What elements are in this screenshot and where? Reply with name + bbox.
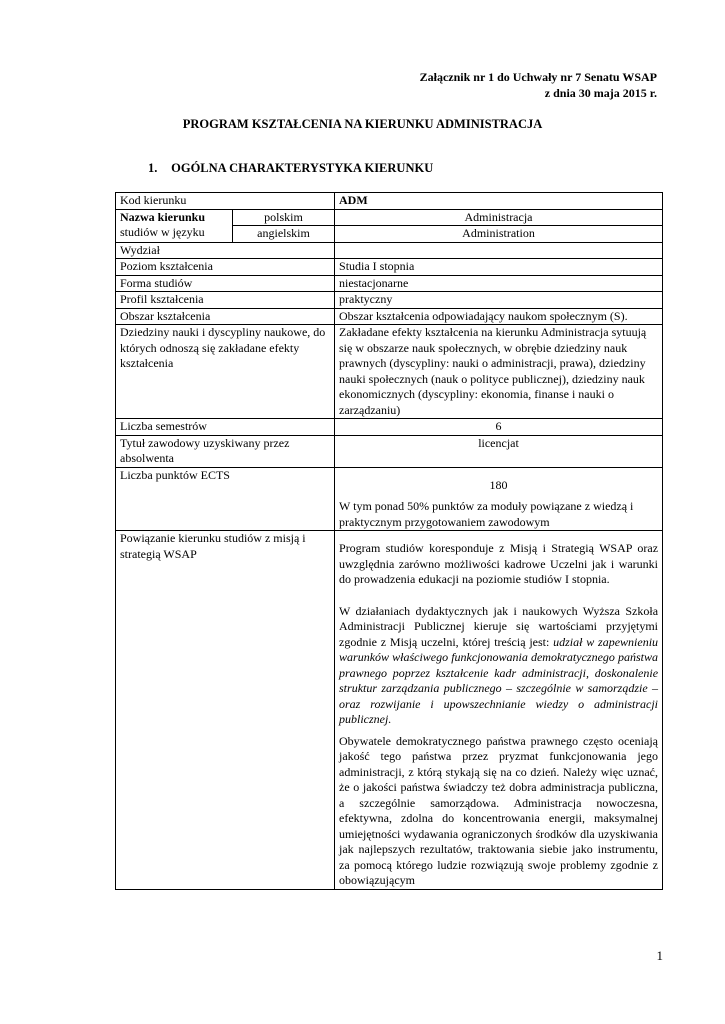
table-row: [116, 308, 663, 325]
table-row: [116, 467, 663, 531]
section-heading: [148, 161, 433, 176]
row-value: [335, 531, 663, 890]
language-label: angielskim: [233, 226, 335, 243]
row-label: Wydział: [116, 242, 335, 259]
section-number: 1.: [148, 161, 158, 175]
row-value: Administration: [335, 226, 663, 243]
row-value: [335, 242, 663, 259]
row-value: ADM: [335, 193, 663, 210]
row-value: [335, 467, 663, 531]
nazwa-label-rest: studiów w języku: [120, 225, 205, 239]
row-label: Profil kształcenia: [116, 292, 335, 309]
table-row: [116, 292, 663, 309]
section-title: OGÓLNA CHARAKTERYSTYKA KIERUNKU: [171, 161, 434, 175]
row-value: Administracja: [335, 209, 663, 226]
program-table: [115, 192, 663, 890]
row-value: praktyczny: [335, 292, 663, 309]
misja-paragraph-1: Program studiów koresponduje z Misją i Strategią WSAP oraz uwzględnia zarówno możliwości kadrowe Uczelni jak i warunki do prowadzenia edukacji na poziomie studiów I stopnia.: [339, 541, 659, 586]
table-row: [116, 325, 663, 419]
row-value: niestacjonarne: [335, 275, 663, 292]
table-row: [116, 209, 663, 226]
page-number: 1: [656, 948, 663, 963]
row-label: Dziedziny nauki i dyscypliny naukowe, do których odnoszą się zakładane efekty kształcenia: [116, 325, 335, 419]
misja-paragraph-2-italic: udział w zapewnieniu warunków właściwego funkcjonowania demokratycznego państwa prawnego poprzez kształcenie kadr administracji, doskonalenie struktur zarządzania publicznego – szczególnie w samorządzie – oraz rozwijanie i upowszechnianie wiedzy o administracji publicznej.: [339, 634, 659, 726]
row-value: Studia I stopnia: [335, 259, 663, 276]
misja-paragraph-3: Obywatele demokratycznego państwa prawnego często oceniają jakość tego państwa przez pryzmat funkcjonowania jego administracji, z którą stykają się na co dzień. Należy więc uznać, że o jakości państwa świadczy też dobra administracja publiczna, a szczególnie samorządowa. Administracja nowoczesna, efektywna, zdolna do koncentrowania energii, maksymalnej umiejętności wydawania ograniczonych środków dla uzyskiwania jak najlepszych rezultatów, traktowania siebie jako instrumentu, za pomocą którego ludzie rozwiązują swoje problemy zgodnie z obowiązującym: [339, 733, 659, 887]
attachment-date: z dnia 30 maja 2015 r.: [544, 86, 657, 100]
row-label: Obszar kształcenia: [116, 308, 335, 325]
table-row: [116, 419, 663, 436]
table-row: [116, 242, 663, 259]
row-label: Liczba punktów ECTS: [116, 467, 335, 531]
row-value: 6: [335, 419, 663, 436]
row-value: Obszar kształcenia odpowiadający naukom społecznym (S).: [335, 308, 663, 325]
row-label: Kod kierunku: [116, 193, 335, 210]
table-row: [116, 275, 663, 292]
table-row: [116, 435, 663, 467]
language-label: polskim: [233, 209, 335, 226]
row-label: [116, 209, 233, 242]
misja-paragraph-2: W działaniach dydaktycznych jak i naukowych Wyższa Szkoła Administracji Publicznej kieruje się wartościami przyjętymi zgodnie z Misją uczelni, której treścią jest:: [339, 603, 659, 649]
program-title: PROGRAM KSZTAŁCENIA NA KIERUNKU ADMINISTRACJA: [182, 117, 543, 131]
table-row: [116, 531, 663, 890]
ects-value: 180: [489, 477, 508, 492]
row-label: Forma studiów: [116, 275, 335, 292]
row-label: Powiązanie kierunku studiów z misją i strategią WSAP: [116, 531, 335, 890]
row-value: licencjat: [335, 435, 663, 467]
attachment-header: Załącznik nr 1 do Uchwały nr 7 Senatu WSAP: [419, 70, 657, 84]
row-value: Zakładane efekty kształcenia na kierunku Administracja sytuują się w obszarze nauk społecznych, w obrębie dziedziny nauk prawnych (dyscypliny: nauki o administracji, prawa), dziedziny nauki społecznych (nauk o polityce publicznej), dziedziny nauk ekonomicznych (dyscypliny: ekonomia, finanse i nauki o zarządzaniu): [335, 325, 663, 419]
row-label: Tytuł zawodowy uzyskiwany przez absolwenta: [116, 435, 335, 467]
ects-note: W tym ponad 50% punktów za moduły powiązane z wiedzą i praktycznym przygotowaniem zawodowym: [339, 499, 634, 529]
table-row: [116, 193, 663, 210]
row-label: Liczba semestrów: [116, 419, 335, 436]
row-label: Poziom kształcenia: [116, 259, 335, 276]
table-row: [116, 259, 663, 276]
nazwa-label-bold: Nazwa kierunku: [120, 209, 206, 224]
